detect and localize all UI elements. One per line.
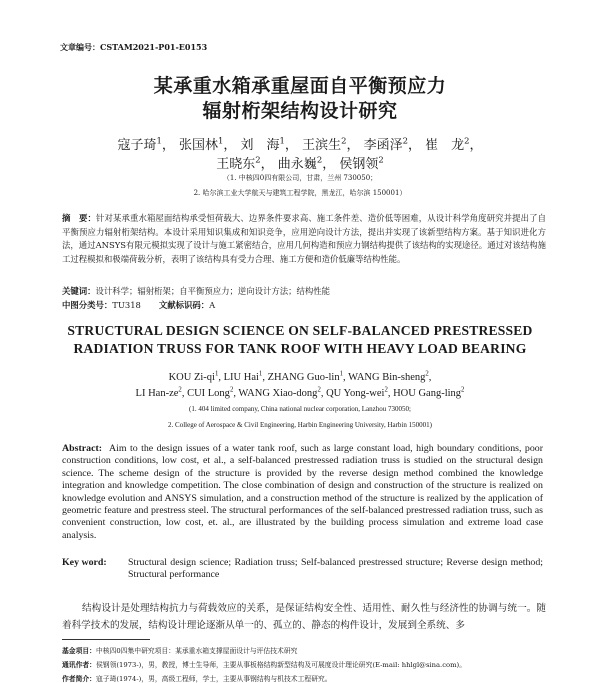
en-keywords-text: Structural design science; Radiation truss; Self-balanced prestressed structure; Reverse design method; Structural performance: [128, 557, 543, 581]
en-author-affil-mark: 1: [258, 370, 263, 378]
clc-label: 中图分类号：: [62, 300, 113, 310]
en-abstract: [62, 443, 543, 542]
en-keywords-label: Key word:: [62, 557, 107, 568]
cn-author: 曲永巍: [277, 157, 317, 172]
footnote-divider: [62, 639, 150, 640]
cn-author-affil-mark: 2: [378, 154, 384, 165]
en-author: LI Han-ze: [135, 388, 179, 399]
en-author: LIU Hai: [223, 372, 259, 383]
en-title-line-2: RADIATION TRUSS FOR TANK ROOF WITH HEAVY LOAD BEARING: [73, 341, 527, 356]
footnote-author-bio: [62, 673, 332, 683]
footnote-corresponding-label: 通讯作者：: [62, 661, 96, 669]
footnote-funding: [62, 645, 297, 655]
en-author-affil-mark: 1: [214, 370, 219, 378]
en-author: WANG Xiao-dong: [238, 388, 318, 399]
cn-author: 侯钢领: [339, 157, 379, 172]
cn-author: 张国林: [179, 138, 219, 153]
en-author-affil-mark: 2: [384, 386, 388, 394]
cn-abstract-text: 针对某承重水箱屋面结构承受恒荷载大、边界条件要求高、施工条件差、造价低等困难，从设计科学角度研究并提出了自平衡预应力辐射桁架结构。本设计采用知识集成和知识竞争，应用逆向设计方法，提出并实现了该新型结构方案。基于知识进化方法，通过ANSYS有限元模拟实现了设计与施工紧密结合，应用几何构造和预应力钢结构提供了该结构的实现途径。通过对该结构施工过程模拟和极端荷载分析，表明了该结构具有受力合理、施工方便和造价低廉等结构性能。: [62, 213, 547, 264]
en-author-affil-mark: 2: [461, 386, 465, 394]
en-author: HOU Gang-ling: [393, 388, 462, 399]
en-abstract-label: Abstract:: [62, 443, 103, 454]
cn-author-affil-mark: 2: [464, 135, 470, 146]
cn-authors-line-2: 王晓东$^2$， 曲永巍$^2$， 侯钢领$^2$: [216, 154, 384, 172]
cn-keywords-label: 关键词：: [62, 286, 96, 296]
en-affiliation-1: (1. 404 limited company, China national nuclear corporation, Lanzhou 730050;: [189, 405, 411, 413]
cn-authors-line-1: 寇子琦$^1$， 张国林$^1$， 刘 海$^1$， 王滨生$^2$， 李函泽$^2$， 崔 龙$^2$，: [117, 135, 483, 153]
footnote-corresponding: [62, 659, 466, 669]
cn-author-affil-mark: 1: [218, 135, 224, 146]
cn-author-affil-mark: 1: [156, 135, 162, 146]
cn-author: 刘 海: [240, 138, 280, 153]
en-author-affil-mark: 2: [178, 386, 182, 394]
clc-value: TU318: [112, 300, 141, 310]
footnote-corresponding-text: 侯钢领(1973-)，男，教授，博士生导师，主要从事板格结构新型结构及可展度设计理论研究(E-mail: hhlgl@sina.com)。: [95, 661, 466, 669]
en-affiliation-2: 2. College of Aerospace & Civil Engineering, Harbin Engineering University, Harbin 150001): [168, 421, 432, 429]
en-author: QU Yong-wei: [326, 388, 385, 399]
cn-author: 寇子琦: [117, 138, 157, 153]
cn-author: 李函泽: [363, 138, 403, 153]
footnote-funding-label: 基金项目：: [62, 647, 96, 655]
en-authors-line-2: LI Han-$ze^2$, CUI Long$^2$, WANG Xiao-dong$^2$, QU Yong-wei$^2$, HOU Gang-ling$^2$: [135, 386, 465, 399]
cn-author-affil-mark: 1: [279, 135, 285, 146]
cn-author: 王晓东: [216, 157, 256, 172]
cn-author: 崔 龙: [425, 138, 465, 153]
cn-title-line-2: 辐射桁架结构设计研究: [202, 100, 398, 122]
cn-title-line-1: 某承重水箱承重屋面自平衡预应力: [153, 75, 447, 97]
en-author: ZHANG Guo-lin: [267, 372, 340, 383]
cn-keywords-text: 设计科学；辐射桁架；自平衡预应力；逆向设计方法；结构性能: [95, 286, 330, 296]
en-author-affil-mark: 2: [229, 386, 234, 394]
cn-abstract-label: 摘 要：: [62, 213, 96, 223]
body-paragraph: 结构设计是处理结构抗力与荷载效应的关系，是保证结构安全性、适用性、耐久性与经济性的协调与统一。随着科学技术的发展，结构设计理论逐渐从单一的、孤立的、静态的构件设计，发展到全系统、多: [62, 603, 546, 631]
doc-code-value: A: [209, 300, 216, 310]
cn-author-affil-mark: 2: [255, 154, 261, 165]
footnote-author-bio-label: 作者简介：: [62, 675, 96, 683]
en-title-line-1: STRUCTURAL DESIGN SCIENCE ON SELF-BALANCED PRESTRESSED: [67, 323, 533, 338]
cn-abstract: [62, 212, 546, 266]
en-author-affil-mark: 2: [425, 370, 429, 378]
article-number: 文章编号：CSTAM2021-P01-E0153: [60, 42, 208, 52]
doc-code-label: 文献标识码：: [158, 300, 210, 310]
cn-author: 王滨生: [302, 138, 342, 153]
en-abstract-text: Aim to the design issues of a water tank roof, such as large constant load, high boundary conditions, poor construction conditions, low cost, et al., a self-balanced prestressed radiation truss is studied on the structural design science. The scheme design of the structure is provided by the reverse design method combined the knowledge integration and knowledge competition. The close combination of design and construction of the structure is realized on knowledge evolution and ANSYS simulation, and a construction method of the structure is realized by the application of geometric feature and prestress steel. The structural performances of the self-balanced prestressed radiation truss, such as convenient construction, low cost, et. al., are illustrated by the building process simulation and extreme load case analysis.: [62, 443, 544, 541]
cn-affiliation-1: （1. 中核四0四有限公司，甘肃，兰州 730050；: [222, 174, 378, 182]
en-author: CUI Long: [187, 388, 230, 399]
cn-author-affil-mark: 2: [316, 154, 323, 165]
cn-author-affil-mark: 2: [341, 135, 347, 146]
cn-author-affil-mark: 2: [402, 135, 408, 146]
cn-affiliation-2: 2. 哈尔滨工业大学航天与建筑工程学院，黑龙江，哈尔滨 150001）: [193, 189, 407, 197]
cn-keywords: [62, 285, 330, 297]
en-author: KOU Zi-qi: [168, 372, 215, 383]
en-keywords: [62, 557, 543, 582]
en-author: WANG Bin-sheng: [348, 372, 426, 383]
en-authors-line-1: KOU $Zi-qi^1$, LIU Hai$^1$, ZHANG Guo-lin$^1$, WANG Bin-sheng$^2$,: [168, 370, 432, 383]
en-author-affil-mark: 1: [339, 370, 344, 378]
cn-classification: [62, 299, 215, 311]
footnote-author-bio-text: 寇子琦(1974-)，男，高级工程师，学士，主要从事钢结构与机技术工程研究。: [95, 675, 332, 683]
en-author-affil-mark: 2: [317, 386, 321, 394]
footnote-funding-text: 中核四0四集中研究项目：某承重水箱支撑屋面设计与评估技术研究: [95, 647, 298, 655]
